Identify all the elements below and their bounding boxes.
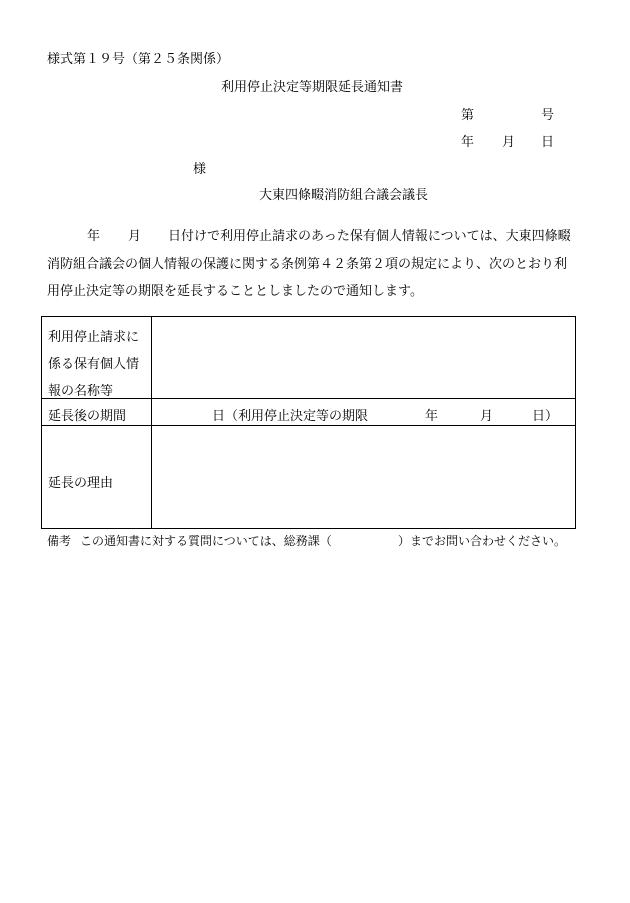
body-line-3: 用停止決定等の期限を延長することとしましたので通知します。: [47, 284, 423, 299]
doc-number-suffix: 号: [541, 108, 555, 123]
row-extended-period-label: 延長後の期間: [48, 409, 127, 424]
note-text-end: ）までお問い合わせください。: [398, 534, 567, 548]
row-target-info-label-line: 係る保有個人情: [48, 357, 140, 372]
form-number: 様式第１９号（第２５条関係）: [47, 52, 230, 67]
note-label: 備考: [47, 534, 72, 548]
extended-period-month-label: 月: [480, 409, 494, 424]
doc-number-prefix: 第: [461, 108, 475, 123]
row-reason-label: 延長の理由: [48, 476, 114, 491]
note-text: この通知書に対する質問については、総務課（: [80, 534, 332, 548]
extended-period-day-close: 日）: [532, 409, 559, 424]
addressee-honorific: 様: [193, 162, 207, 177]
document-title: 利用停止決定等期限延長通知書: [221, 80, 404, 95]
extended-period-year-label: 年: [425, 409, 439, 424]
body-line-1: 日付けで利用停止請求のあった保有個人情報については、大東四條畷: [168, 229, 571, 244]
table-row-divider: [42, 425, 575, 426]
date-year-label: 年: [461, 135, 475, 150]
sender-name: 大東四條畷消防組合議会議長: [259, 188, 429, 203]
row-target-info-label-line: 利用停止請求に: [48, 330, 140, 345]
extended-period-day-text: 日（利用停止決定等の期限: [212, 409, 369, 424]
table-column-divider: [151, 317, 152, 528]
row-target-info-label-line: 報の名称等: [48, 384, 114, 399]
date-month-label: 月: [502, 135, 516, 150]
info-table: [41, 316, 576, 529]
body-month-label: 月: [128, 229, 142, 244]
row-target-info-label: [48, 324, 139, 405]
date-day-label: 日: [541, 135, 555, 150]
body-year-label: 年: [87, 229, 101, 244]
body-line-2: 消防組合議会の個人情報の保護に関する条例第４２条第２項の規定により、次のとおり利: [47, 257, 568, 272]
